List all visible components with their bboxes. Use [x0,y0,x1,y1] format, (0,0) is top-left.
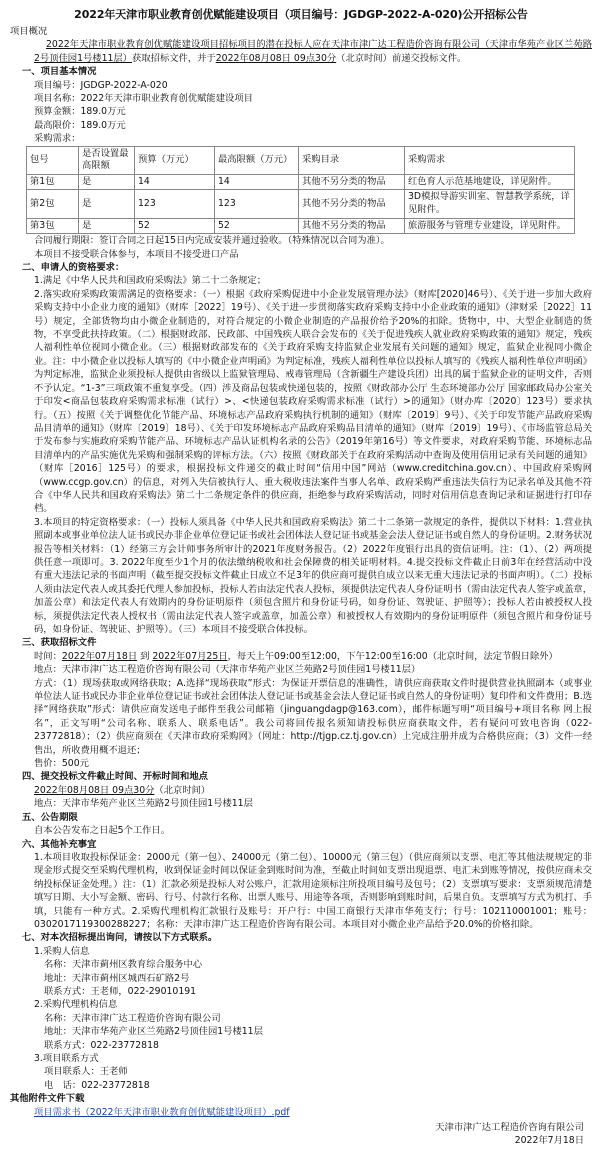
agency-name: 名称：天津市津广达工程造价咨询有限公司 [44,1012,221,1024]
section6-heading: 六、其他补充事宜 [22,838,97,850]
overview-part-3: 获取招标文件，并于 [132,52,216,64]
contract-period: 合同履行期限：签订合同之日起15日内完成安装并通过验收。（特殊情况以合同为准）。 [34,235,390,247]
section5-heading: 五、公告期限 [22,811,78,823]
obtain-time-to: 到 [137,650,153,662]
package-table [26,146,575,235]
table-cell: 第2包 [27,190,79,218]
supplementary-text: 1.本项目收取投标保证金：2000元（第一包）、24000元（第二包）、10000元（第三包）（供应商须以支票、电汇等其他法规规定的非现金形式提交至采购代理机构，收到保证金时间以保证金到账时间为准，至截止时间如支票出现退票、电汇未到账等情况，按供应商未交纳投标保证金处理。）注：（1）汇款必须是投标人对公账户，汇款用途须标注所投项目编号及包号；（2）支票填写要求：支票须规范清楚填写日期、大小写金额、密码、行号、付款行名称、出票人账号、用途等各项，否则影响到账时间，后果自负。支票填写方式为机打、手填，只能有一种方式。2.采购代理机构汇款银行及账号：开户行：中国工商银行天津市华苑支行；行号：102110001001；账号：0302017119300288227；名称：天津市津广达工程造价咨询有限公司。本项目对小微企业产品给予20.0%的价格扣除。 [34,851,592,930]
opening-place: 地点：天津市华苑产业区兰苑路2号顶佳园1号楼11层 [34,798,253,810]
obtain-time-start: 2022年07月18日 [61,650,138,662]
table-row [27,218,575,234]
section1-heading: 一、项目基本情况 [22,66,97,78]
footer-company: 天津市津广达工程造价咨询有限公司 [435,1122,584,1134]
obtain-time [10,650,592,663]
obtain-time-suffix: ，每天上午09:00至12:00，下午12:00至16:00（北京时间，法定节假日除外） [227,650,558,662]
buyer-address: 地址：天津市蓟州区城西石矿路2号 [44,972,190,984]
attachment-download-link[interactable]: 项目需求书（2022年天津市职业教育创优赋能建设项目）.pdf [34,1106,290,1118]
budget-amount: 预算金额：189.0万元 [34,106,126,118]
table-cell: 123 [215,190,299,218]
table-cell: 3D模拟导游实训室、智慧教学系统，详见附件。 [405,190,575,218]
table-row [27,174,575,190]
table-header-row [27,146,575,174]
overview-part-place: 天津市津广达工程造价咨询有限公司（天津市华苑产业区兰苑路2号顶佳园1号楼11层） [34,39,592,64]
max-price: 最高限价：189.0万元 [34,119,126,131]
buyer-contact: 联系方式：王老师，022-29010191 [44,985,197,997]
obtain-place: 地点：天津市津广达工程造价咨询有限公司（天津市华苑产业区兰苑路2号顶佳园1号楼11层） [34,664,421,676]
agency-address: 地址：天津市华苑产业区兰苑路2号顶佳园1号楼11层 [44,1026,263,1038]
notice-period: 自本公告发布之日起5个工作日。 [34,825,171,837]
table-cell: 52 [215,218,299,234]
attachment-link-row [10,1106,592,1119]
attachments-heading: 其他附件文件下载 [10,1093,85,1105]
overview-part-5: （北京时间）前递交投标文件。 [336,52,467,64]
table-cell: 红色育人示范基地建设，详见附件。 [405,174,575,190]
deadline-line [10,784,592,797]
agency-contact: 联系方式：022-23772818 [44,1039,159,1051]
table-header-cell: 采购目录 [299,146,405,174]
table-header-cell: 是否设置最高限额 [79,146,135,174]
deadline-suffix: （北京时间） [154,784,211,796]
overview-text [10,38,592,65]
table-cell: 第1包 [27,174,79,190]
section7-heading: 七、对本次招标提出询问，请按以下方式联系。 [22,932,218,944]
table-cell: 其他不另分类的物品 [299,174,405,190]
buyer-title: 1.采购人信息 [34,945,90,957]
overview-label: 项目概况 [10,26,48,37]
table-cell: 123 [135,190,215,218]
table-cell: 是 [79,174,135,190]
table-header-cell: 预算（万元） [135,146,215,174]
consortium-note: 本项目不接受联合体参与，本项目不接受进口产品 [34,248,239,260]
table-cell: 14 [135,174,215,190]
obtain-time-end: 2022年07月25日 [152,650,228,662]
obtain-method: 方式：（1）现场获取或网络获取；A.选择“现场获取”形式：为保证开票信息的准确性，请供应商获取文件时提供营业执照副本（或事业单位法人证书或民办非企业单位登记证书或社会团体法人登记证书或基金会法人登记证书或自然人的身份证明）复印件和文件费用；B.选择“网络获取”形式：请供应商发送电子邮件至我公司邮箱（jinguangdagp@163.com），邮件标题写明“项目编号+项目名称 网上报名”，正文写明“公司名称、联系人、联系电话”。我公司将回传报名须知请投标供应商获取文件，若有疑问可致电咨询（022-23772818）；（2）供应商须在《天津市政府采购网》（网址：http://tjgp.cz.tj.gov.cn）上完成注册并成为合格供应商；（3）文件一经售出，所收费用概不退还； [34,677,592,756]
project-contact-phone: 电 话：022-23772818 [44,1079,150,1091]
table-cell: 其他不另分类的物品 [299,190,405,218]
obtain-time-prefix: 时间： [34,650,62,662]
table-header-cell: 包号 [27,146,79,174]
table-cell: 是 [79,218,135,234]
table-cell: 是 [79,190,135,218]
table-cell: 14 [215,174,299,190]
agency-title: 2.采购代理机构信息 [34,999,118,1011]
project-contact-title: 3.项目联系方式 [34,1053,99,1064]
table-header-cell: 最高限额（万元） [215,146,299,174]
overview-part-1: 2022年天津市职业教育创优赋能建设项目招标项目的潜在投标人应在 [46,39,331,51]
table-cell: 其他不另分类的物品 [299,218,405,234]
table-cell: 旅游服务与管理专业建设，详见附件。 [405,218,575,234]
section4-heading: 四、提交投标文件截止时间、开标时间和地点 [22,771,208,783]
footer-date: 2022年7月18日 [514,1135,584,1147]
table-header-cell: 采购需求 [405,146,575,174]
section3-heading: 三、获取招标文件 [22,637,97,649]
page-title: 2022年天津市职业教育创优赋能建设项目（项目编号：JGDGP-2022-A-020)公开招标公告 [74,8,528,21]
requirement-label: 采购需求： [34,133,81,145]
deadline-time: 2022年08月08日 09点30分 [34,784,155,796]
project-contact-person: 项目联系人：王老师 [44,1066,128,1078]
table-cell: 52 [135,218,215,234]
project-name: 项目名称：2022年天津市职业教育创优赋能建设项目 [34,93,253,105]
section2-heading: 二、申请人的资格要求： [22,262,125,274]
obtain-price: 售价：500元 [34,758,89,770]
overview-part-deadline: 2022年08月08日 09点30分 [215,52,337,64]
table-row [27,190,575,218]
project-number: 项目编号：JGDGP-2022-A-020 [34,79,168,91]
section2-text: 1.满足《中华人民共和国政府采购法》第二十二条规定； 2.落实政府采购政策需满足的资格要求：（一）根据《政府采购促进中小企业发展管理办法》（财库[2020]46号）、《关于进一步加大政府采购支持中小企业力度的通知》（财库［2022］19号）、《关于进一步贯彻落实政府采购支持中小企业政策的通知》（津财采［2022］11号）规定，全部货物均由小微企业制造的，对符合规定的小微企业制造的产品报价给予20%的扣除。货物中，中、大型企业制造的货物，不享受此扶持政策。（二）根据财政部、民政部、中国残疾人联合会发布的《关于促进残疾人就业政府采购政策的通知》规定，残疾人福利性单位视同小微企业。（三）根据财政部发布的《关于政府采购支持监狱企业发展有关问题的通知》规定，监狱企业视同小微企业。注：中小微企业以投标人填写的《中小微企业声明函》为判定标准，残疾人福利性单位以投标人填写的《残疾人福利性单位声明函》为判定标准，监狱企业须投标人提供由省级以上监狱管理局、戒毒管理局（含新疆生产建设兵团）出具的属于监狱企业的证明文件，否则不予认定。“1-3”三项政策不重复享受。（四）涉及商品包装或快递包装的，按照《财政部办公厅 生态环境部办公厅 国家邮政局办公室关于印发<商品包装政府采购需求标准（试行）>、<快递包装政府采购需求标准（试行）>的通知》（财办库〔2020〕123号）要求执行。（五）按照《关于调整优化节能产品、环境标志产品政府采购执行机制的通知》（财库〔2019〕9号）、《关于印发节能产品政府采购品目清单的通知》（财库〔2019〕18号）、《关于印发环境标志产品政府采购品目清单的通知》（财库〔2019〕19号）、《市场监管总局关于发布参与实施政府采购节能产品、环境标志产品认证机构名录的公告》（2019年第16号）等文件要求，对政府采购节能、环境标志品目清单内的产品实施优先采购和强制采购的评标方法。（六）按照《财政部关于在政府采购活动中查询及使用信用记录有关问题的通知》（财库［2016］125号）的要求，根据投标文件递交的截止时间“信用中国”网站（www.creditchina.gov.cn）、中国政府采购网（www.ccgp.gov.cn）的信息，对列入失信被执行人、重大税收违法案件当事人名单、政府采购严重违法失信行为记录名单及其他不符合《中华人民共和国政府采购法》第二十二条规定条件的供应商，拒绝参与政府采购活动，同时对信用信息查询记录和证据进行打印存档。 3.本项目的特定资格要求：（一）投标人须具备《中华人民共和国政府采购法》第二十二条第一款规定的条件，提供以下材料：1.营业执照副本或事业单位法人证书或民办非企业单位登记证书或社会团体法人登记证书或基金会法人登记证书或自然人的身份证明。2.财务状况报告等相关材料：（1）经第三方会计师事务所审计的2021年度财务报告。（2）2022年度银行出具的资信证明。注：（1）、（2）两项提供任意一项即可。3. 2022年度至少1个月的依法缴纳税收和社会保障费的相关证明材料。4.提交投标文件截止日前3年在经营活动中没有重大违法记录的书面声明（截至提交投标文件截止日成立不足3年的供应商可提供自成立以来无重大违法记录的书面声明）。（二）投标人须由法定代表人或其委托代理人参加投标，投标人若由法定代表人投标，须提供法定代表人身份证明书（需由法定代表人签字或盖章，加盖公章）和法定代表人有效期内的身份证明原件（须包含照片和身份证号码，如身份证、驾驶证、护照等）；投标人若由被授权人投标，须提供法定代表人授权书（需由法定代表人签字或盖章，加盖公章）和被授权人有效期内的身份证明原件（须包含照片和身份证号码，如身份证、驾驶证、护照等）。（三）本项目不接受联合体投标。 [34,275,592,635]
table-cell: 第3包 [27,218,79,234]
buyer-name: 名称：天津市蓟州区教育综合服务中心 [44,959,203,971]
